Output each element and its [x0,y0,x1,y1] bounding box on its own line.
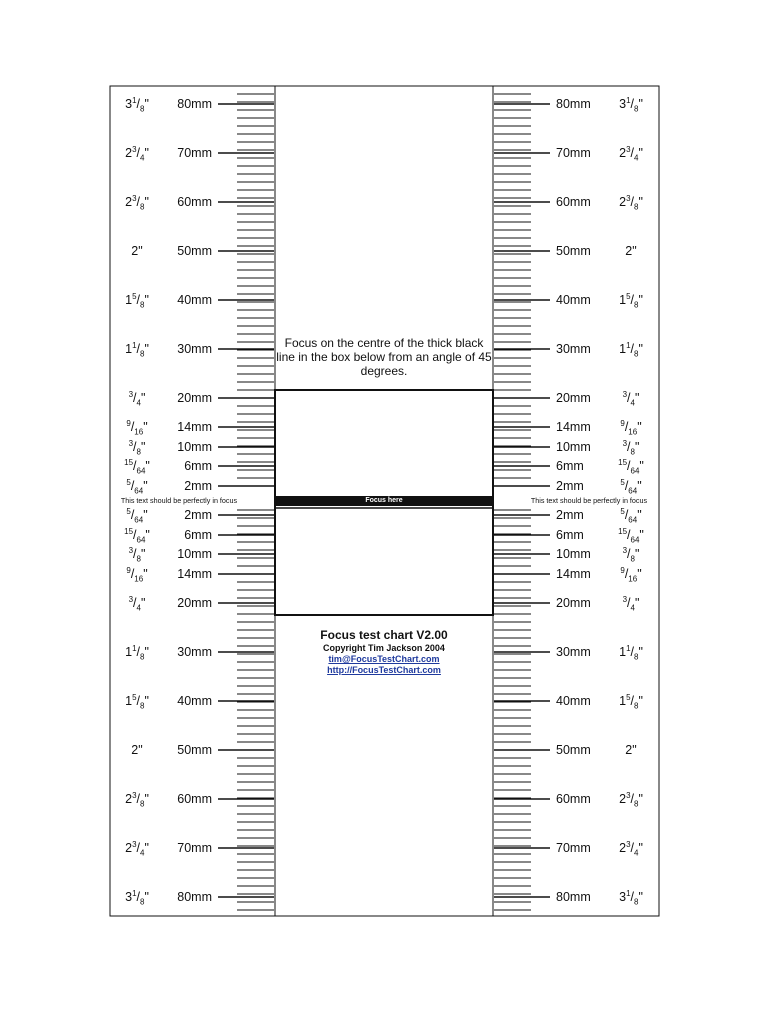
lower-mm-label-right: 10mm [556,547,591,561]
lower-inch-label-left: 2" [131,743,143,757]
upper-mm-label-left: 50mm [177,244,212,258]
upper-inch-label-left: $3^1/_8$" [125,95,149,114]
upper-mm-label-left: 14mm [177,420,212,434]
focus-instruction: Focus on the centre of the thick black line in the box below from an angle of 45 degrees. [276,336,492,378]
lower-mm-label-right: 6mm [556,528,584,542]
upper-inch-label-right: $^9/_{16}$" [620,418,642,437]
credits-block [276,628,492,676]
website-link[interactable]: http://FocusTestChart.com [327,665,441,675]
lower-inch-label-left: $^5/_{64}$" [126,506,148,525]
lower-inch-label-right: $^5/_{64}$" [620,506,642,525]
upper-inch-label-right: $^5/_{64}$" [620,477,642,496]
upper-inch-label-left: $^5/_{64}$" [126,477,148,496]
upper-mm-label-right: 50mm [556,244,591,258]
lower-mm-label-left: 14mm [177,567,212,581]
upper-mm-label-right: 10mm [556,440,591,454]
lower-inch-label-right: $^3/_4$" [622,594,640,613]
copyright-text: Copyright Tim Jackson 2004 [323,643,445,653]
lower-inch-label-left: $2^3/_4$" [125,839,149,858]
upper-inch-label-right: 2" [625,244,637,258]
lower-inch-label-left: $^3/_4$" [128,594,146,613]
upper-inch-label-left: $^9/_{16}$" [126,418,148,437]
upper-inch-label-left: $1^5/_8$" [125,291,149,310]
side-note-right: This text should be perfectly in focus [530,496,648,505]
upper-inch-label-left: $2^3/_8$" [125,193,149,212]
lower-mm-label-right: 2mm [556,508,584,522]
lower-inch-label-left: $^{15}/_{64}$" [124,526,150,545]
upper-mm-label-right: 30mm [556,342,591,356]
upper-inch-label-left: $^3/_4$" [128,389,146,408]
upper-mm-label-left: 60mm [177,195,212,209]
upper-inch-label-left: $^3/_8$" [128,438,146,457]
upper-inch-label-right: $2^3/_8$" [619,193,643,212]
lower-mm-label-left: 70mm [177,841,212,855]
lower-mm-label-left: 60mm [177,792,212,806]
upper-mm-label-left: 70mm [177,146,212,160]
upper-mm-label-right: 70mm [556,146,591,160]
lower-mm-label-right: 30mm [556,645,591,659]
lower-inch-label-right: $^9/_{16}$" [620,565,642,584]
lower-inch-label-right: $2^3/_8$" [619,790,643,809]
lower-mm-label-left: 10mm [177,547,212,561]
lower-inch-label-left: $2^3/_8$" [125,790,149,809]
lower-mm-label-left: 80mm [177,890,212,904]
upper-mm-label-right: 80mm [556,97,591,111]
lower-inch-label-left: $^9/_{16}$" [126,565,148,584]
lower-inch-label-right: $1^5/_8$" [619,692,643,711]
lower-inch-label-right: 2" [625,743,637,757]
lower-inch-label-right: $^{15}/_{64}$" [618,526,644,545]
lower-inch-label-right: $1^1/_8$" [619,643,643,662]
lower-mm-label-left: 2mm [184,508,212,522]
lower-inch-label-left: $^3/_8$" [128,545,146,564]
lower-mm-label-right: 20mm [556,596,591,610]
lower-mm-label-right: 14mm [556,567,591,581]
lower-mm-label-left: 40mm [177,694,212,708]
lower-inch-label-right: $3^1/_8$" [619,888,643,907]
upper-inch-label-left: $1^1/_8$" [125,340,149,359]
lower-mm-label-right: 60mm [556,792,591,806]
upper-mm-label-left: 80mm [177,97,212,111]
upper-inch-label-left: $^{15}/_{64}$" [124,457,150,476]
upper-inch-label-right: $^3/_4$" [622,389,640,408]
upper-inch-label-right: $1^1/_8$" [619,340,643,359]
upper-mm-label-right: 40mm [556,293,591,307]
upper-inch-label-right: $1^5/_8$" [619,291,643,310]
upper-inch-label-right: $^3/_8$" [622,438,640,457]
lower-mm-label-right: 50mm [556,743,591,757]
chart-title: Focus test chart V2.00 [320,628,448,642]
focus-here-label: Focus here [365,497,403,504]
upper-inch-label-left: 2" [131,244,143,258]
lower-inch-label-right: $2^3/_4$" [619,839,643,858]
lower-inch-label-left: $1^5/_8$" [125,692,149,711]
upper-inch-label-right: $^{15}/_{64}$" [618,457,644,476]
lower-mm-label-left: 20mm [177,596,212,610]
lower-mm-label-right: 40mm [556,694,591,708]
upper-mm-label-right: 6mm [556,459,584,473]
upper-mm-label-right: 2mm [556,479,584,493]
lower-inch-label-left: $1^1/_8$" [125,643,149,662]
email-link[interactable]: tim@FocusTestChart.com [328,654,440,664]
lower-mm-label-left: 50mm [177,743,212,757]
upper-inch-label-left: $2^3/_4$" [125,144,149,163]
upper-mm-label-right: 20mm [556,391,591,405]
side-note-left: This text should be perfectly in focus [120,496,238,505]
lower-mm-label-left: 30mm [177,645,212,659]
upper-inch-label-right: $3^1/_8$" [619,95,643,114]
lower-mm-label-right: 70mm [556,841,591,855]
upper-mm-label-left: 20mm [177,391,212,405]
upper-mm-label-right: 14mm [556,420,591,434]
lower-mm-label-left: 6mm [184,528,212,542]
upper-mm-label-left: 6mm [184,459,212,473]
upper-mm-label-left: 2mm [184,479,212,493]
lower-mm-label-right: 80mm [556,890,591,904]
upper-mm-label-right: 60mm [556,195,591,209]
upper-mm-label-left: 30mm [177,342,212,356]
lower-inch-label-left: $3^1/_8$" [125,888,149,907]
upper-mm-label-left: 40mm [177,293,212,307]
upper-inch-label-right: $2^3/_4$" [619,144,643,163]
upper-mm-label-left: 10mm [177,440,212,454]
lower-inch-label-right: $^3/_8$" [622,545,640,564]
